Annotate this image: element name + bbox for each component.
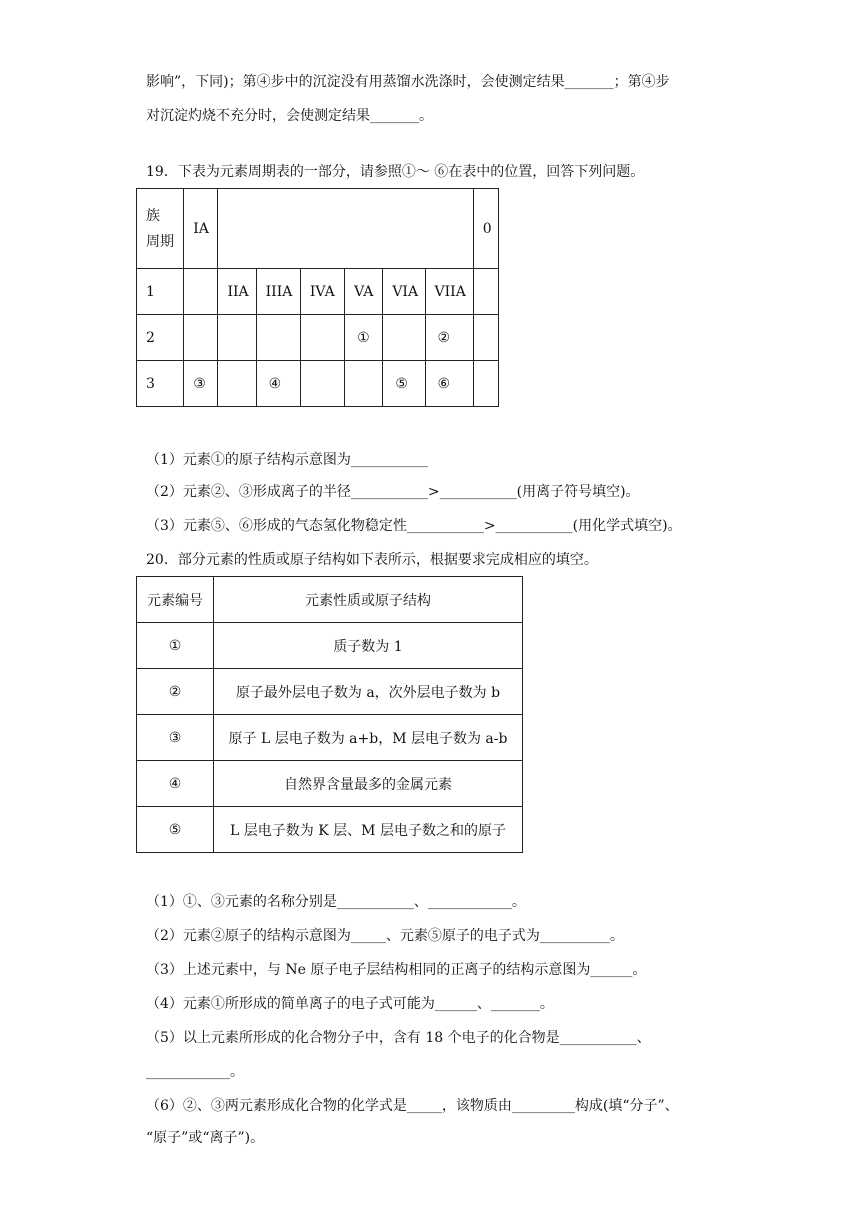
table-cell: ⑥ (425, 361, 473, 407)
table-cell (345, 361, 383, 407)
element-properties-table (136, 576, 523, 853)
table-cell: 质子数为 1 (214, 623, 523, 669)
periodic-table-excerpt (136, 188, 499, 407)
table-cell (300, 361, 344, 407)
table-cell (256, 315, 300, 361)
header-group-period (137, 189, 184, 269)
table-cell (184, 315, 218, 361)
table-cell: IIIA (256, 269, 300, 315)
table-cell: IVA (300, 269, 344, 315)
table-cell: ③ (137, 715, 214, 761)
question-20-stem: 20．部分元素的性质或原子结构如下表所示，根据要求完成相应的填空。 (146, 552, 598, 568)
table-cell (383, 315, 425, 361)
table-cell: ② (425, 315, 473, 361)
table-cell: 3 (137, 361, 184, 407)
question-20-sub-2: （2）元素②原子的结构示意图为_____、元素⑤原子的电子式为__________。 (146, 928, 624, 944)
table-cell: IIA (218, 269, 256, 315)
table-cell: ① (137, 623, 214, 669)
table-cell (184, 269, 218, 315)
table-cell (218, 361, 256, 407)
table-cell (218, 315, 256, 361)
table-cell (300, 315, 344, 361)
header-ia: IA (184, 189, 218, 269)
table-cell: ① (345, 315, 383, 361)
question-19-sub-1: （1）元素①的原子结构示意图为___________ (146, 452, 428, 468)
header-span (218, 189, 473, 269)
table-cell (473, 361, 498, 407)
question-20-sub-6-cont: “原子”或“离子”)。 (146, 1130, 265, 1146)
table-cell: ② (137, 669, 214, 715)
table-cell: ④ (256, 361, 300, 407)
table-cell: 原子 L 层电子数为 a+b，M 层电子数为 a-b (214, 715, 523, 761)
question-20-sub-6: （6）②、③两元素形成化合物的化学式是_____，该物质由_________构成(填“分子”、 (146, 1098, 679, 1114)
question-19-sub-2: （2）元素②、③形成离子的半径___________>___________(用离子符号填空)。 (146, 484, 640, 500)
table-cell: VA (345, 269, 383, 315)
table-cell: 1 (137, 269, 184, 315)
header-element-property: 元素性质或原子结构 (214, 577, 523, 623)
question-20-sub-5-cont: ____________。 (146, 1064, 244, 1080)
question-20-sub-3: （3）上述元素中，与 Ne 原子电子层结构相同的正离子的结构示意图为______。 (146, 962, 647, 978)
table-cell: ⑤ (137, 807, 214, 853)
question-20-sub-4: （4）元素①所形成的简单离子的电子式可能为______、_______。 (146, 996, 554, 1012)
table-cell: 2 (137, 315, 184, 361)
header-zero: 0 (473, 189, 498, 269)
table-cell: 自然界含量最多的金属元素 (214, 761, 523, 807)
text-line: 对沉淀灼烧不充分时，会使测定结果_______。 (146, 108, 433, 124)
table-cell: 原子最外层电子数为 a，次外层电子数为 b (214, 669, 523, 715)
question-20-sub-1: （1）①、③元素的名称分别是___________、____________。 (146, 894, 526, 910)
header-zu: 族 (146, 207, 160, 224)
text-line: 影响”，下同)；第④步中的沉淀没有用蒸馏水洗涤时，会使测定结果_______；第④步 (146, 74, 670, 90)
table-cell: VIIA (425, 269, 473, 315)
header-element-number: 元素编号 (137, 577, 214, 623)
table-cell: L 层电子数为 K 层、M 层电子数之和的原子 (214, 807, 523, 853)
question-19-stem: 19．下表为元素周期表的一部分，请参照①～ ⑥在表中的位置，回答下列问题。 (146, 164, 645, 180)
table-cell: VIA (383, 269, 425, 315)
table-cell: ③ (184, 361, 218, 407)
table-cell (473, 315, 498, 361)
table-cell: ⑤ (383, 361, 425, 407)
header-zhouqi: 周期 (146, 233, 174, 250)
table-cell (473, 269, 498, 315)
question-20-sub-5: （5）以上元素所形成的化合物分子中，含有 18 个电子的化合物是___________、 (146, 1030, 651, 1046)
question-19-sub-3: （3）元素⑤、⑥形成的气态氢化物稳定性___________>___________(用化学式填空)。 (146, 518, 682, 534)
table-cell: ④ (137, 761, 214, 807)
